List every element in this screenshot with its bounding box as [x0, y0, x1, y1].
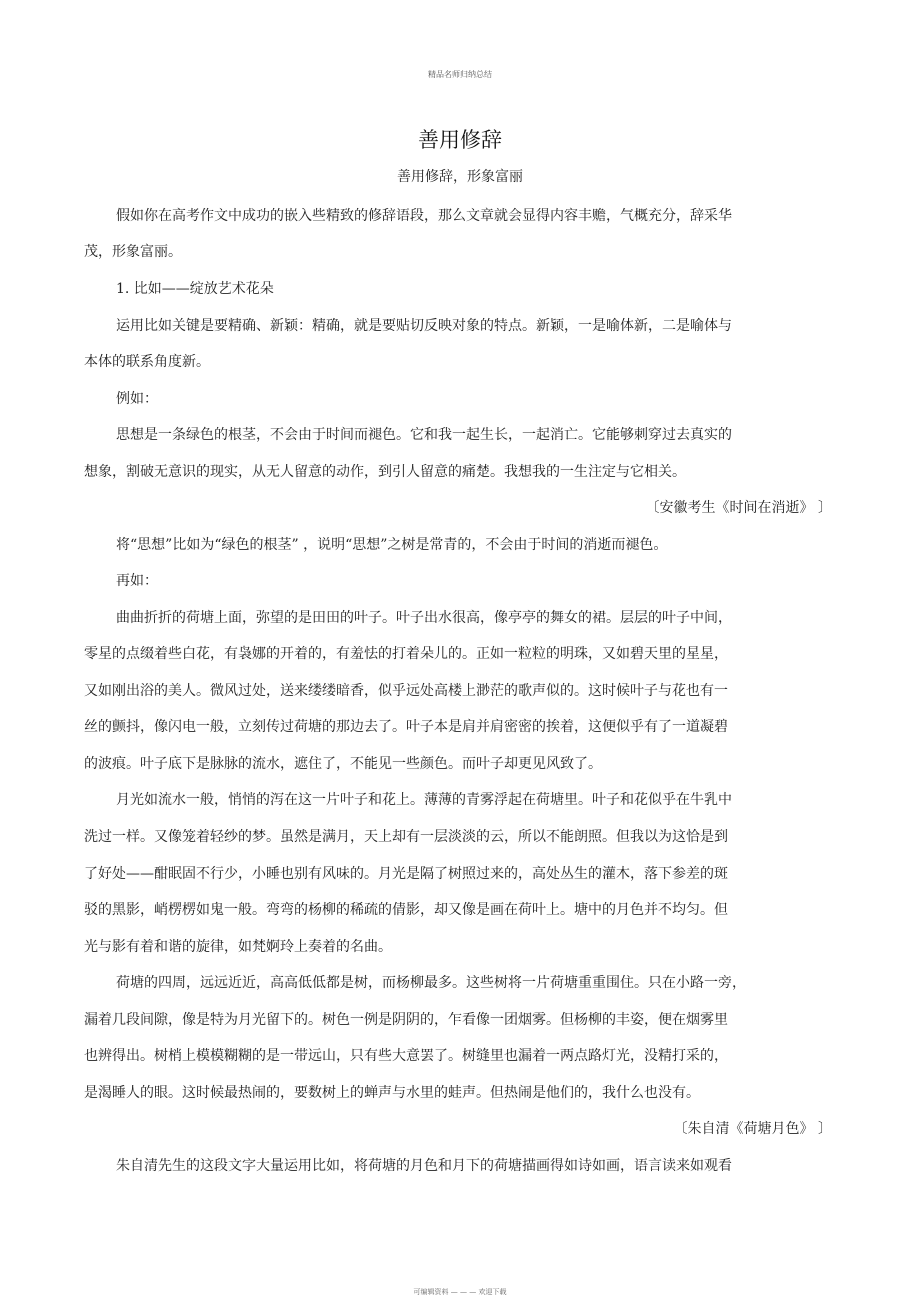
quote-line: 漏着几段间隙，像是特为月光留下的。树色一例是阴阴的，乍看像一团烟雾。但杨柳的丰姿，便在烟雾里 [84, 1012, 728, 1028]
quote-line: 了好处——酣眠固不行少，小睡也别有风味的。月光是隔了树照过来的，高处丛生的灌木，落下参差的斑 [84, 866, 728, 882]
body-line: 例如： [116, 391, 158, 407]
quote-line: 零星的点缀着些白花，有袅娜的开着的，有羞怯的打着朵儿的。正如一粒粒的明珠，又如碧天里的星星， [84, 646, 728, 662]
quote-line: 也辨得出。树梢上模模糊糊的是一带远山，只有些大意罢了。树缝里也漏着一两点路灯光，没精打采的， [84, 1048, 728, 1064]
page-subtitle: 善用修辞，形象富丽 [397, 169, 523, 185]
citation: 〔安徽考生《时间在消逝》 〕 [645, 500, 832, 516]
quote-line: 又如刚出浴的美人。微风过处，送来缕缕暗香，似乎远处高楼上渺茫的歌声似的。这时候叶子与花也有一 [84, 683, 728, 699]
quote-line: 月光如流水一般，悄悄的泻在这一片叶子和花上。薄薄的青雾浮起在荷塘里。叶子和花似乎在牛乳中 [116, 792, 732, 808]
body-line: 本体的联系角度新。 [84, 354, 210, 370]
section-heading: 1. 比如——绽放艺术花朵 [116, 281, 274, 297]
page-header: 精品名师归纳总结 [428, 70, 492, 79]
citation: 〔朱自清《荷塘月色》 〕 [673, 1121, 832, 1137]
quote-line: 荷塘的四周，远远近近，高高低低都是树，而杨柳最多。这些树将一片荷塘重重围住。只在小路一旁， [116, 975, 746, 991]
quote-line: 想象，割破无意识的现实，从无人留意的动作，到引人留意的痛楚。我想我的一生注定与它相关。 [84, 464, 686, 480]
body-line: 假如你在高考作文中成功的嵌入些精致的修辞语段，那么文章就会显得内容丰赡，气概充分，辞采华 [116, 208, 732, 224]
body-line: 再如： [116, 573, 158, 589]
quote-line: 是渴睡人的眼。这时候最热闹的，要数树上的蝉声与水里的蛙声。但热闹是他们的，我什么也没有。 [84, 1085, 700, 1101]
quote-line: 驳的黑影，峭楞楞如鬼一般。弯弯的杨柳的稀疏的倩影，却又像是画在荷叶上。塘中的月色并不均匀。但 [84, 902, 728, 918]
quote-line: 光与影有着和谐的旋律，如梵婀玲上奏着的名曲。 [84, 939, 392, 955]
quote-line: 丝的颤抖，像闪电一般，立刻传过荷塘的那边去了。叶子本是肩并肩密密的挨着，这便似乎有了一道凝碧 [84, 719, 728, 735]
quote-line: 思想是一条绿色的根茎，不会由于时间而褪色。它和我一起生长，一起消亡。它能够刺穿过去真实的 [116, 427, 732, 443]
page-footer: 可编辑资料 — — — 欢迎下载 [413, 1288, 507, 1296]
body-line: 茂，形象富丽。 [84, 244, 182, 260]
body-line: 运用比如关键是要精确、新颖：精确，就是要贴切反映对象的特点。新颖，一是喻体新，二是喻体与 [116, 318, 732, 334]
body-line: 朱自清先生的这段文字大量运用比如，将荷塘的月色和月下的荷塘描画得如诗如画，语言读来如观看 [116, 1158, 732, 1174]
quote-line: 曲曲折折的荷塘上面，弥望的是田田的叶子。叶子出水很高，像亭亭的舞女的裙。层层的叶子中间， [116, 610, 732, 626]
page-title: 善用修辞 [418, 128, 502, 152]
body-line: 将“思想”比如为“绿色的根茎” ，说明“思想”之树是常青的，不会由于时间的消逝而褪色。 [116, 537, 668, 553]
quote-line: 的波痕。叶子底下是脉脉的流水，遮住了，不能见一些颜色。而叶子却更见风致了。 [84, 756, 602, 772]
quote-line: 洗过一样。又像笼着轻纱的梦。虽然是满月，天上却有一层淡淡的云，所以不能朗照。但我以为这恰是到 [84, 829, 728, 845]
